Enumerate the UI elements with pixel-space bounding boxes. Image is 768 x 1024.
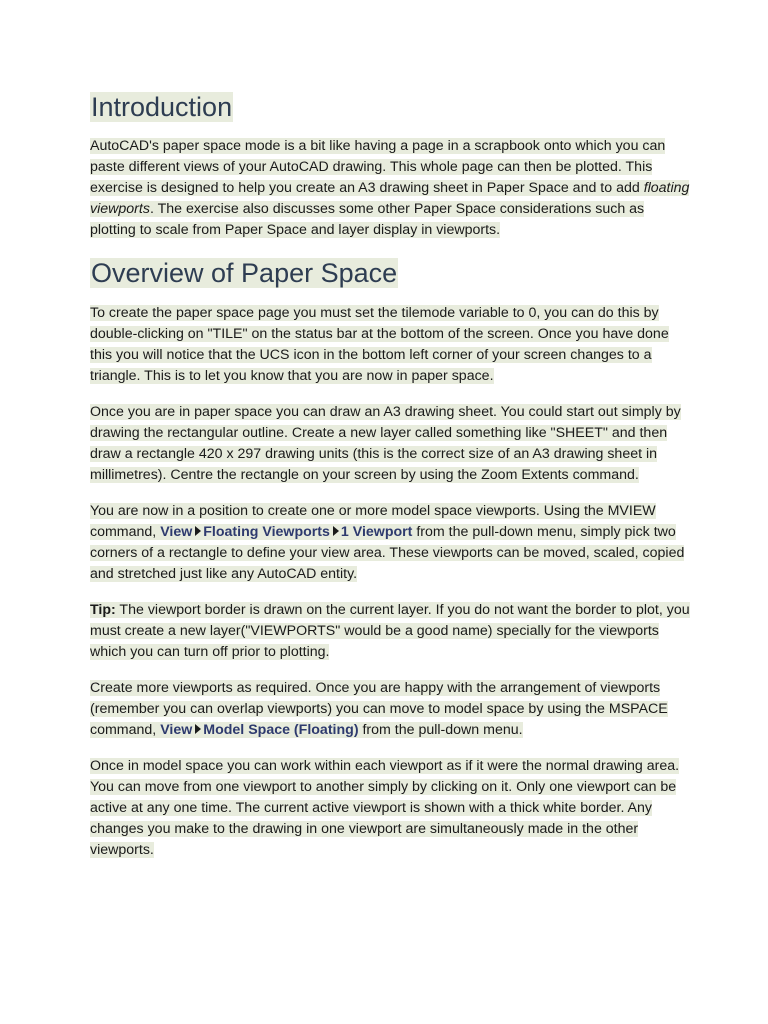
menu-model-space-floating: Model Space (Floating) bbox=[203, 722, 359, 738]
mspace-paragraph: Create more viewports as required. Once you are happy with the arrangement of viewports (remember you can overlap viewports) you can move to model space by using the MSPACE command, View Model Space (Floating) from the pull-down menu. bbox=[90, 680, 668, 738]
mview-paragraph: You are now in a position to create one or more model space viewports. Using the MVIEW command, View Floating Viewports 1 Viewport from the pull-down menu, simply pick two corners of a rectangle to define your view area. These viewports can be moved, scaled, copied and stretched just like any AutoCAD entity. bbox=[90, 503, 685, 582]
heading-introduction: Introduction bbox=[91, 92, 233, 122]
model-space-paragraph: Once in model space you can work within each viewport as if it were the normal drawing area. You can move from one viewport to another simply by clicking on it. Only one viewport can be active at any one time. The current active viewport is shown with a thick white border. Any changes you make to the drawing in one viewport are simultaneously made in the other viewports. bbox=[90, 758, 680, 858]
menu-arrow-icon bbox=[195, 724, 201, 734]
menu-view: View bbox=[160, 524, 193, 540]
a3-sheet-paragraph: Once you are in paper space you can draw an A3 drawing sheet. You could start out simply by drawing the rectangular outline. Create a new layer called something like "SHEET" and then draw a rectangle 420 x 297 drawing units (this is the correct size of an A3 drawing sheet in millimetres). Centre the rectangle on your screen by using the Zoom Extents command. bbox=[90, 404, 681, 483]
menu-arrow-icon bbox=[195, 526, 201, 536]
menu-1-viewport: 1 Viewport bbox=[340, 524, 413, 540]
tip-paragraph: Tip: The viewport border is drawn on the current layer. If you do not want the border to plot, you must create a new layer("VIEWPORTS" would be a good name) specially for the viewports which you can turn off prior to plotting. bbox=[90, 602, 690, 660]
document-content bbox=[90, 90, 690, 876]
menu-view: View bbox=[160, 722, 193, 738]
tip-label: Tip: bbox=[90, 602, 116, 618]
heading-overview: Overview of Paper Space bbox=[91, 258, 398, 288]
intro-paragraph: AutoCAD's paper space mode is a bit like having a page in a scrapbook onto which you can paste different views of your AutoCAD drawing. This whole page can then be plotted. This exercise is designed to help you create an A3 drawing sheet in Paper Space and to add floating viewports. The exercise also discusses some other Paper Space considerations such as plotting to scale from Paper Space and layer display in viewports. bbox=[90, 138, 690, 238]
floating-viewports-term: floating viewports bbox=[90, 180, 690, 217]
tilemode-paragraph: To create the paper space page you must set the tilemode variable to 0, you can do this by double-clicking on "TILE" on the status bar at the bottom of the screen. Once you have done this you will notice that the UCS icon in the bottom left corner of your screen changes to a triangle. This is to let you know that you are now in paper space. bbox=[90, 305, 669, 384]
menu-arrow-icon bbox=[333, 526, 339, 536]
menu-floating-viewports: Floating Viewports bbox=[203, 524, 330, 540]
